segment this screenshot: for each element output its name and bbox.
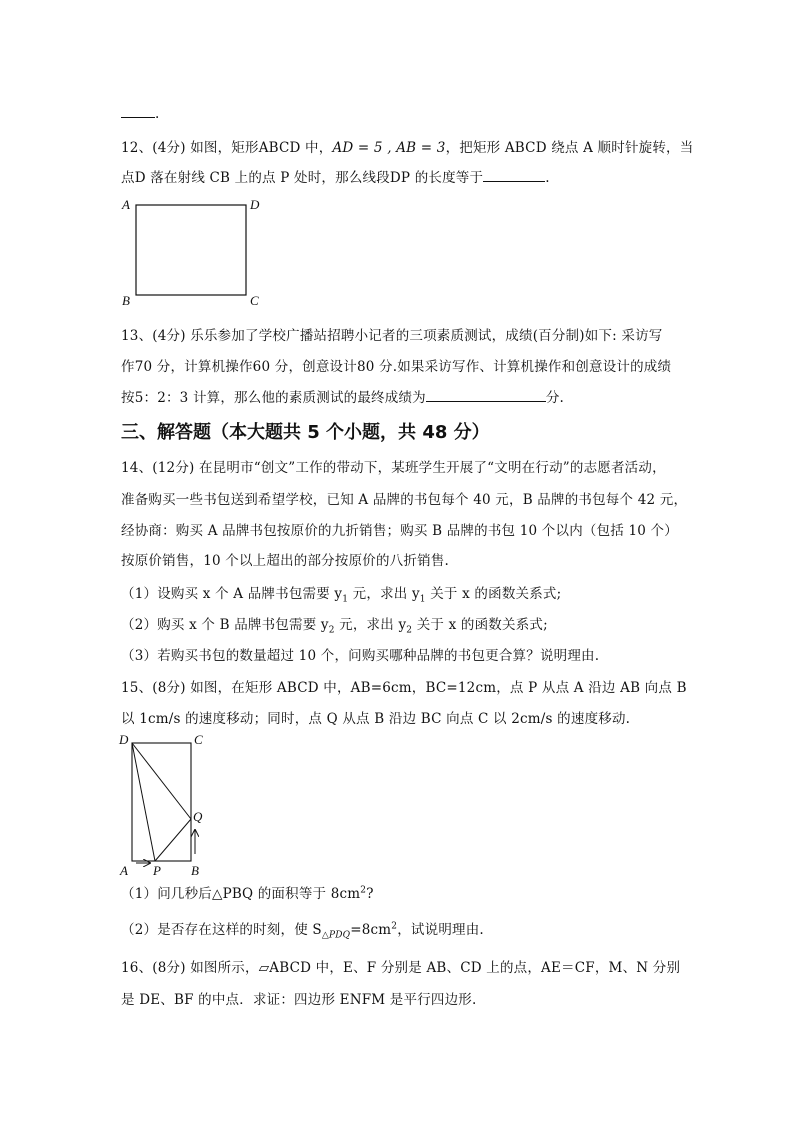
segment-dp <box>132 743 155 861</box>
q13-line1: 13、(4分) 乐乐参加了学校广播站招聘小记者的三项素质测试，成绩(百分制)如下: 采访写 <box>121 328 663 344</box>
rectangle-abcd <box>136 205 246 295</box>
label-b: B <box>122 293 130 308</box>
q15-line2: 以 1cm/s 的速度移动；同时，点 Q 从点 B 沿边 BC 向点 C 以 2cm/s 的速度移动. <box>121 711 631 727</box>
q15-line1: 15、(8分) 如图，在矩形 ABCD 中，AB=6cm，BC=12cm，点 P 从点 A 沿边 AB 向点 B <box>121 680 687 696</box>
label-q: Q <box>193 809 203 824</box>
section-title: 三、解答题（本大题共 5 个小题，共 48 分） <box>121 422 490 443</box>
label-d: D <box>250 197 260 212</box>
label-p: P <box>153 863 161 878</box>
segment-dq <box>132 743 191 819</box>
q13-line3: 按5：2：3 计算，那么他的素质测试的最终成绩为 分. <box>121 390 565 406</box>
label-a: A <box>120 863 128 878</box>
rectangle-abcd <box>132 743 191 861</box>
q13-answer-blank <box>426 388 546 402</box>
answer-blank <box>121 104 155 118</box>
q13-line2: 作70 分，计算机操作60 分，创意设计80 分.如果采访写作、计算机操作和创意设计的成绩 <box>121 359 672 375</box>
q14-part3: （3）若购买书包的数量超过 10 个，问购买哪种品牌的书包更合算？说明理由. <box>121 648 600 664</box>
label-d: D <box>119 732 129 747</box>
segment-pq <box>155 819 191 861</box>
label-c: C <box>194 732 203 747</box>
previous-answer-blank: . <box>121 104 160 122</box>
q14-line1: 14、(12分) 在昆明市“创文”工作的带动下，某班学生开展了“文明在行动”的志愿者活动， <box>121 460 666 476</box>
q14-line3: 经协商：购买 A 品牌书包按原价的九折销售；购买 B 品牌的书包 10 个以内（包括 10 个） <box>121 523 678 539</box>
label-c: C <box>250 293 259 308</box>
q15-rectangle-figure <box>116 730 226 878</box>
q16-line1: 16、(8分) 如图所示，▱ABCD 中，E、F 分别是 AB、CD 上的点，AE＝CF，M、N 分别 <box>121 960 681 976</box>
q14-part1: （1）设购买 x 个 A 品牌书包需要 $y_1$ 元，求出 $y_1$ 关于 x 的函数关系式; <box>121 586 562 605</box>
q12-answer-blank <box>483 168 545 182</box>
q14-line4: 按原价销售，10 个以上超出的部分按原价的八折销售. <box>121 553 449 569</box>
label-a: A <box>122 197 130 212</box>
q12-rectangle-figure <box>118 193 278 309</box>
q15-part1: （1）问几秒后△PBQ 的面积等于 $8cm^2$? <box>121 885 374 902</box>
label-b: B <box>191 863 199 878</box>
q16-line2: 是 DE、BF 的中点．求证：四边形 ENFM 是平行四边形. <box>121 992 477 1008</box>
q12-line2: 点D 落在射线 CB 上的点 P 处时，那么线段DP 的长度等于 . <box>121 170 550 186</box>
q14-line2: 准备购买一些书包送到希望学校，已知 A 品牌的书包每个 40 元，B 品牌的书包每个 42 元， <box>121 492 688 508</box>
q14-part2: （2）购买 x 个 B 品牌书包需要 $y_2$ 元，求出 $y_2$ 关于 x 的函数关系式; <box>121 617 548 636</box>
q12-line1: 12、(4分) 如图，矩形ABCD 中，AD = 5 , AB = 3，把矩形 ABCD 绕点 A 顺时针旋转，当 <box>121 140 694 156</box>
q15-part2: （2）是否存在这样的时刻，使 $S_{\triangle PDQ}=8cm^2$，试说明理由. <box>121 921 484 941</box>
